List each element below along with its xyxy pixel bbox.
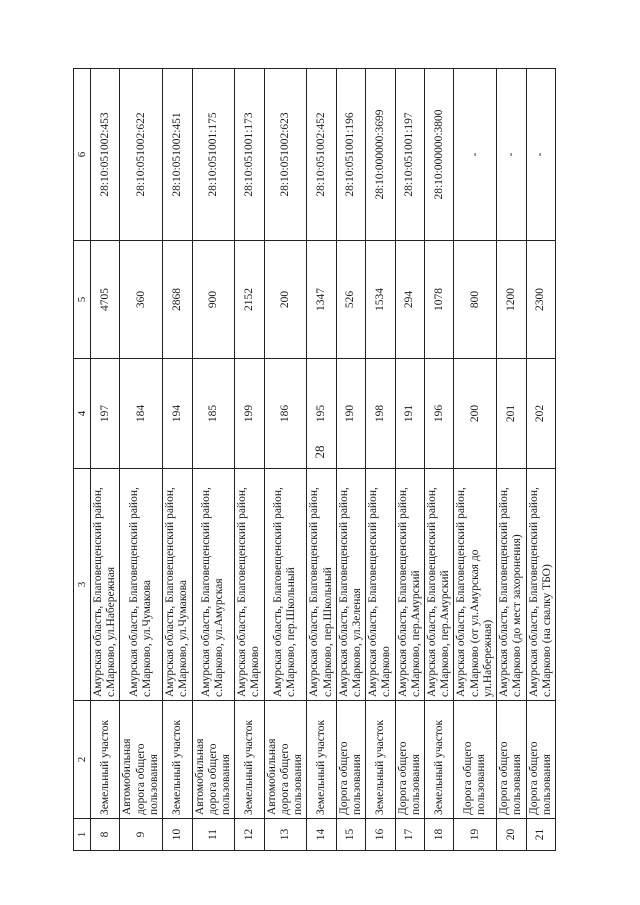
address-cell: Амурская область, Благовещенский район, с.Марково, ул.Зеленая xyxy=(336,469,365,701)
object-type-cell: Земельный участок xyxy=(163,701,192,819)
address-cell: Амурская область, Благовещенский район, с.Марково, пер.Амурский xyxy=(425,469,454,701)
object-type-cell: Дорога общего пользования xyxy=(454,701,497,819)
header-cell-5: 5 xyxy=(74,241,91,359)
table-row xyxy=(163,69,192,851)
table-row xyxy=(366,69,395,851)
address-cell: Амурская область, Благовещенский район, с.Марково xyxy=(366,469,395,701)
row-number-cell: 18 xyxy=(425,819,454,851)
register-number-cell: 201 xyxy=(497,359,526,469)
area-cell: 1200 xyxy=(497,241,526,359)
page-number: 28 xyxy=(312,445,327,459)
object-type-cell: Земельный участок xyxy=(307,701,336,819)
row-number-cell: 21 xyxy=(526,819,555,851)
area-cell: 1534 xyxy=(366,241,395,359)
address-cell: Амурская область, Благовещенский район, с.Марково (на свалку ТБО) xyxy=(526,469,555,701)
register-number-cell: 202 xyxy=(526,359,555,469)
address-cell: Амурская область, Благовещенский район, с.Марково, ул.Чумакова xyxy=(163,469,192,701)
register-number-cell: 186 xyxy=(264,359,307,469)
register-number-cell: 191 xyxy=(395,359,424,469)
table-row xyxy=(91,69,120,851)
cadastral-number-cell: 28:10:000000:3800 xyxy=(425,69,454,241)
header-cell-1: 1 xyxy=(74,819,91,851)
area-cell: 294 xyxy=(395,241,424,359)
object-type-cell: Земельный участок xyxy=(366,701,395,819)
address-cell: Амурская область, Благовещенский район, с.Марково xyxy=(235,469,264,701)
row-number-cell: 13 xyxy=(264,819,307,851)
header-row xyxy=(74,69,91,851)
register-number-cell: 197 xyxy=(91,359,120,469)
object-type-cell: Земельный участок xyxy=(235,701,264,819)
table-row xyxy=(120,69,163,851)
object-type-cell: Земельный участок xyxy=(425,701,454,819)
register-number-cell: 190 xyxy=(336,359,365,469)
table-row xyxy=(526,69,555,851)
cadastral-number-cell: 28:10:051002:623 xyxy=(264,69,307,241)
table-body xyxy=(91,69,556,851)
area-cell: 2152 xyxy=(235,241,264,359)
address-cell: Амурская область, Благовещенский район, с.Марково, ул.Чумакова xyxy=(120,469,163,701)
row-number-cell: 8 xyxy=(91,819,120,851)
cadastral-number-cell: 28:10:051001:196 xyxy=(336,69,365,241)
cadastral-number-cell: - xyxy=(497,69,526,241)
address-cell: Амурская область, Благовещенский район, с.Марково, ул.Набережная xyxy=(91,469,120,701)
object-type-cell: Автомобильная дорога общего пользования xyxy=(264,701,307,819)
header-cell-6: 6 xyxy=(74,69,91,241)
table-row xyxy=(336,69,365,851)
table-container xyxy=(73,69,553,851)
table-row xyxy=(264,69,307,851)
object-type-cell: Дорога общего пользования xyxy=(395,701,424,819)
register-number-cell: 185 xyxy=(192,359,235,469)
area-cell: 900 xyxy=(192,241,235,359)
register-number-cell: 184 xyxy=(120,359,163,469)
row-number-cell: 16 xyxy=(366,819,395,851)
table-row xyxy=(425,69,454,851)
cadastral-number-cell: - xyxy=(526,69,555,241)
object-type-cell: Дорога общего пользования xyxy=(497,701,526,819)
object-type-cell: Земельный участок xyxy=(91,701,120,819)
row-number-cell: 12 xyxy=(235,819,264,851)
table-row xyxy=(395,69,424,851)
table-row xyxy=(307,69,336,851)
cadastral-number-cell: 28:10:051002:451 xyxy=(163,69,192,241)
cadastral-number-cell: - xyxy=(454,69,497,241)
object-type-cell: Автомобильная дорога общего пользования xyxy=(192,701,235,819)
header-cell-3: 3 xyxy=(74,469,91,701)
address-cell: Амурская область, Благовещенский район, с.Марково, пер.Школьный xyxy=(264,469,307,701)
address-cell: Амурская область, Благовещенский район, с.Марково, пер.Школьный xyxy=(307,469,336,701)
header-cell-4: 4 xyxy=(74,359,91,469)
row-number-cell: 19 xyxy=(454,819,497,851)
table-row xyxy=(192,69,235,851)
address-cell: Амурская область, Благовещенский район, с.Марково (от ул.Амурская до ул.Набережная) xyxy=(454,469,497,701)
object-type-cell: Дорога общего пользования xyxy=(526,701,555,819)
area-cell: 2300 xyxy=(526,241,555,359)
register-number-cell: 194 xyxy=(163,359,192,469)
table-row xyxy=(235,69,264,851)
row-number-cell: 20 xyxy=(497,819,526,851)
row-number-cell: 10 xyxy=(163,819,192,851)
register-number-cell: 195 xyxy=(307,359,336,469)
object-type-cell: Автомобильная дорога общего пользования xyxy=(120,701,163,819)
area-cell: 526 xyxy=(336,241,365,359)
cadastral-number-cell: 28:10:051001:197 xyxy=(395,69,424,241)
register-number-cell: 198 xyxy=(366,359,395,469)
area-cell: 4705 xyxy=(91,241,120,359)
address-cell: Амурская область, Благовещенский район, с.Марково, ул.Амурская xyxy=(192,469,235,701)
cadastral-number-cell: 28:10:000000:3699 xyxy=(366,69,395,241)
table-row xyxy=(497,69,526,851)
table-row xyxy=(454,69,497,851)
address-cell: Амурская область, Благовещенский район, с.Марково, пер.Амурский xyxy=(395,469,424,701)
row-number-cell: 11 xyxy=(192,819,235,851)
row-number-cell: 9 xyxy=(120,819,163,851)
register-number-cell: 196 xyxy=(425,359,454,469)
cadastral-number-cell: 28:10:051001:173 xyxy=(235,69,264,241)
register-number-cell: 199 xyxy=(235,359,264,469)
object-type-cell: Дорога общего пользования xyxy=(336,701,365,819)
cadastral-number-cell: 28:10:051002:622 xyxy=(120,69,163,241)
property-table xyxy=(73,68,556,851)
area-cell: 200 xyxy=(264,241,307,359)
cadastral-number-cell: 28:10:051002:452 xyxy=(307,69,336,241)
row-number-cell: 14 xyxy=(307,819,336,851)
address-cell: Амурская область, Благовещенский район, с.Марково (до мест захоронения) xyxy=(497,469,526,701)
row-number-cell: 15 xyxy=(336,819,365,851)
area-cell: 800 xyxy=(454,241,497,359)
register-number-cell: 200 xyxy=(454,359,497,469)
row-number-cell: 17 xyxy=(395,819,424,851)
area-cell: 1347 xyxy=(307,241,336,359)
area-cell: 1078 xyxy=(425,241,454,359)
area-cell: 2868 xyxy=(163,241,192,359)
header-cell-2: 2 xyxy=(74,701,91,819)
cadastral-number-cell: 28:10:051002:453 xyxy=(91,69,120,241)
rotated-table-frame xyxy=(73,69,553,851)
cadastral-number-cell: 28:10:051001:175 xyxy=(192,69,235,241)
area-cell: 360 xyxy=(120,241,163,359)
